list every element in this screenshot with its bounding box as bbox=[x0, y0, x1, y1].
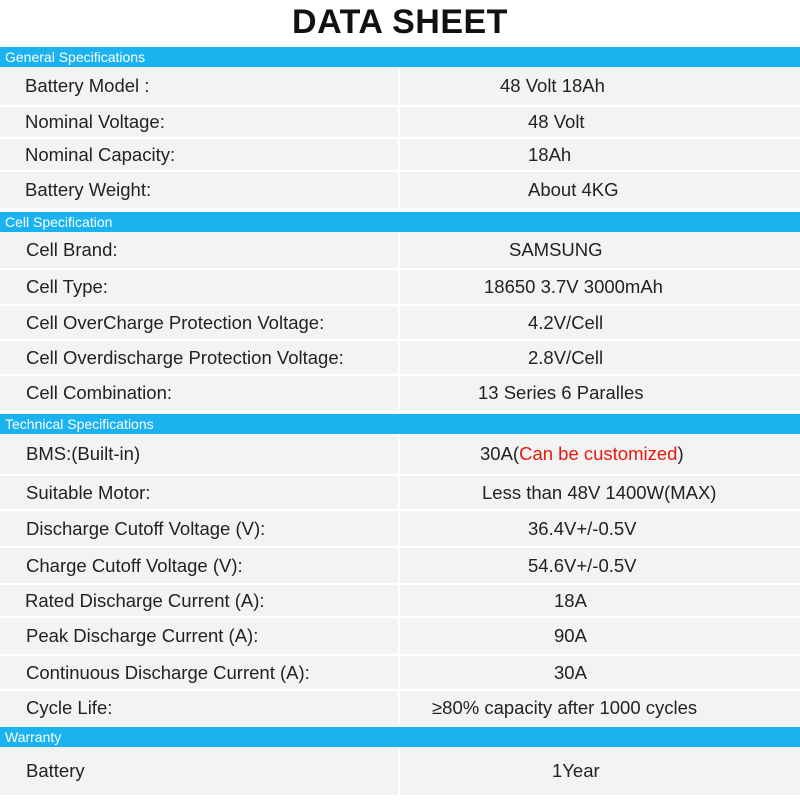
spec-value: 2.8V/Cell bbox=[528, 346, 604, 368]
spec-label: Continuous Discharge Current (A): bbox=[26, 661, 310, 683]
column-divider bbox=[398, 747, 400, 795]
spec-value bbox=[480, 443, 684, 465]
spec-label: Charge Cutoff Voltage (V): bbox=[26, 554, 243, 576]
spec-label: BMS:(Built-in) bbox=[26, 443, 141, 464]
spec-value: About 4KG bbox=[528, 179, 619, 200]
spec-label: Battery bbox=[26, 760, 85, 781]
spec-value: 4.2V/Cell bbox=[528, 311, 604, 333]
spec-label: Rated Discharge Current (A): bbox=[25, 589, 265, 611]
spec-row-bms bbox=[0, 434, 800, 476]
column-divider bbox=[398, 306, 400, 339]
spec-row-continuous-discharge bbox=[0, 656, 800, 691]
spec-row-nominal-capacity bbox=[0, 139, 800, 172]
spec-row-charge-cutoff bbox=[0, 548, 800, 585]
spec-row-cell-combination bbox=[0, 376, 800, 412]
section-title: Cell Specification bbox=[5, 214, 113, 230]
spec-row-cycle-life bbox=[0, 691, 800, 727]
spec-row-cell-brand bbox=[0, 232, 800, 270]
section-title: General Specifications bbox=[5, 49, 146, 65]
section-header-technical bbox=[0, 414, 800, 434]
column-divider bbox=[398, 691, 400, 725]
spec-label: Battery Weight: bbox=[25, 179, 152, 200]
spec-value: 54.6V+/-0.5V bbox=[528, 554, 637, 576]
spec-label: Cell OverCharge Protection Voltage: bbox=[26, 311, 325, 333]
column-divider bbox=[398, 232, 400, 268]
spec-row-cell-type bbox=[0, 270, 800, 306]
column-divider bbox=[398, 656, 400, 689]
spec-row-warranty-battery bbox=[0, 747, 800, 797]
section-header-cell bbox=[0, 212, 800, 232]
spec-value: 36.4V+/-0.5V bbox=[528, 517, 637, 539]
bms-value-suffix: ) bbox=[677, 443, 684, 464]
spec-label: Peak Discharge Current (A): bbox=[26, 625, 259, 646]
bms-value-prefix: 30A( bbox=[480, 443, 520, 464]
spec-label: Discharge Cutoff Voltage (V): bbox=[26, 517, 266, 539]
spec-label: Battery Model : bbox=[25, 75, 150, 96]
spec-label: Cell Type: bbox=[26, 276, 108, 297]
column-divider bbox=[398, 618, 400, 654]
section-title: Technical Specifications bbox=[5, 416, 154, 432]
spec-value: 1Year bbox=[552, 760, 600, 781]
spec-value: 18650 3.7V 3000mAh bbox=[484, 276, 663, 297]
spec-row-battery-model bbox=[0, 67, 800, 107]
spec-label: Cycle Life: bbox=[26, 697, 113, 718]
spec-label: Nominal Voltage: bbox=[25, 111, 165, 132]
spec-value: 13 Series 6 Paralles bbox=[478, 382, 644, 403]
column-divider bbox=[398, 270, 400, 304]
spec-row-discharge-cutoff bbox=[0, 511, 800, 548]
column-divider bbox=[398, 434, 400, 474]
spec-row-overcharge-voltage bbox=[0, 306, 800, 341]
column-divider bbox=[398, 376, 400, 410]
spec-label: Cell Overdischarge Protection Voltage: bbox=[26, 346, 344, 368]
column-divider bbox=[398, 341, 400, 374]
spec-value: 30A bbox=[554, 661, 587, 683]
column-divider bbox=[398, 548, 400, 583]
section-header-general bbox=[0, 47, 800, 67]
column-divider bbox=[398, 67, 400, 105]
page-title: DATA SHEET bbox=[292, 3, 508, 41]
spec-label: Cell Brand: bbox=[26, 239, 118, 260]
spec-value: 48 Volt 18Ah bbox=[500, 75, 605, 96]
spec-row-suitable-motor bbox=[0, 476, 800, 511]
spec-label: Cell Combination: bbox=[26, 382, 173, 403]
spec-value: SAMSUNG bbox=[509, 239, 603, 260]
spec-value: Less than 48V 1400W(MAX) bbox=[482, 481, 717, 503]
column-divider bbox=[398, 511, 400, 546]
column-divider bbox=[398, 476, 400, 509]
customizable-note: Can be customized bbox=[519, 443, 678, 464]
spec-value: 90A bbox=[554, 625, 587, 646]
spec-label: Suitable Motor: bbox=[26, 481, 151, 503]
section-header-warranty bbox=[0, 727, 800, 747]
spec-row-nominal-voltage bbox=[0, 107, 800, 139]
spec-row-peak-discharge bbox=[0, 618, 800, 656]
spec-value: 48 Volt bbox=[528, 111, 585, 132]
spec-value: ≥80% capacity after 1000 cycles bbox=[432, 697, 698, 718]
spec-row-rated-discharge bbox=[0, 585, 800, 618]
spec-label: Nominal Capacity: bbox=[25, 143, 176, 165]
spec-value: 18Ah bbox=[528, 143, 572, 165]
spec-row-overdischarge-voltage bbox=[0, 341, 800, 376]
spec-value: 18A bbox=[554, 589, 587, 611]
section-title: Warranty bbox=[5, 729, 62, 745]
column-divider bbox=[398, 172, 400, 208]
spec-row-battery-weight bbox=[0, 172, 800, 210]
column-divider bbox=[398, 139, 400, 170]
column-divider bbox=[398, 107, 400, 137]
column-divider bbox=[398, 585, 400, 616]
